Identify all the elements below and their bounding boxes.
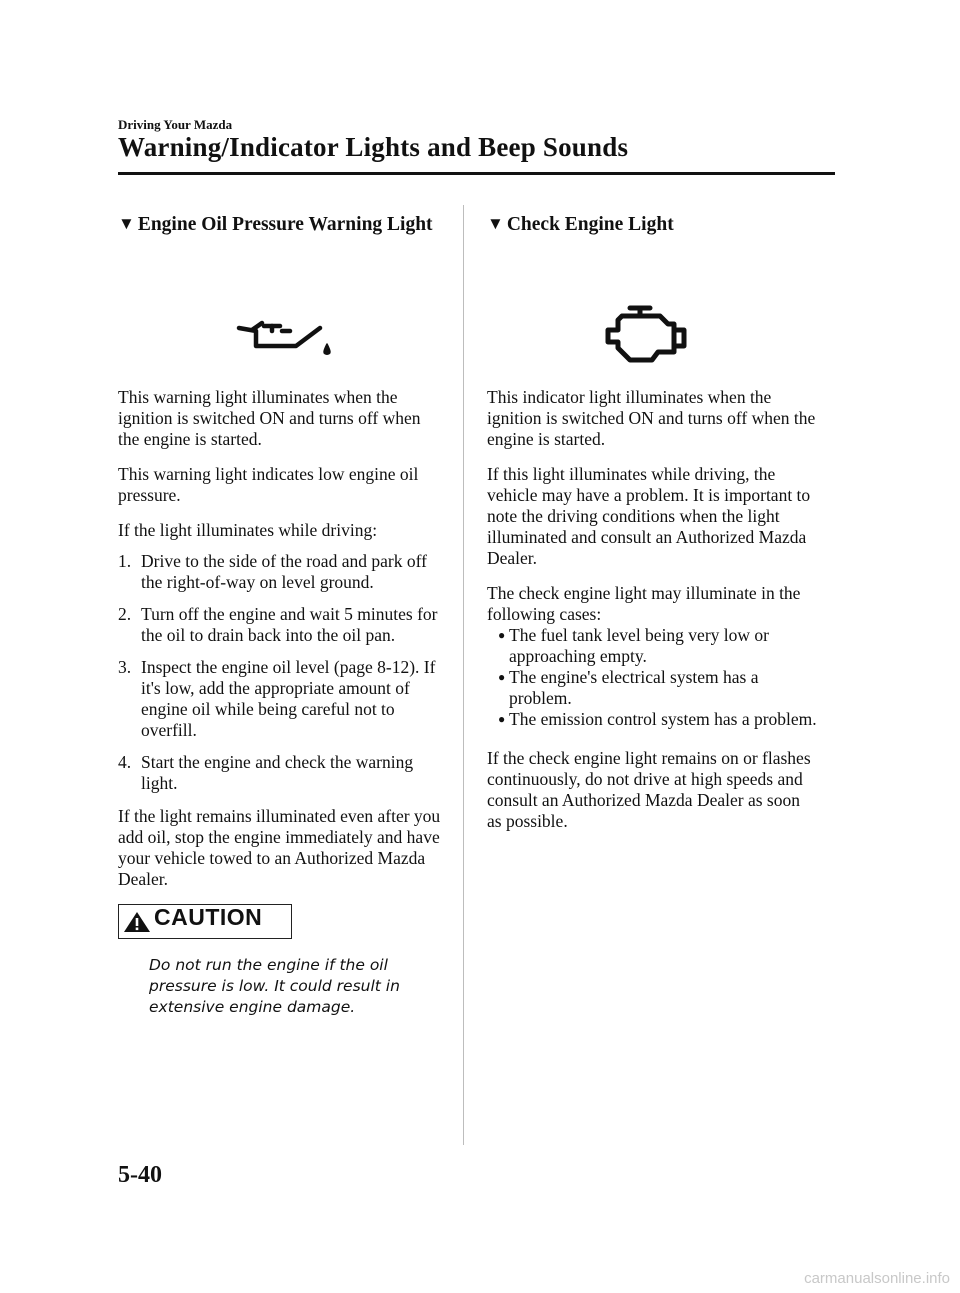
paragraph: The check engine light may illuminate in the following cases: (487, 583, 801, 624)
list-item: 4. Start the engine and check the warning light. (118, 752, 414, 793)
paragraph: If the check engine light remains on or flashes continuously, do not drive at high speeds and consult an Authorized Mazda Dealer as soon as possible. (487, 748, 811, 831)
page-title: Warning/Indicator Lights and Beep Sounds (118, 132, 629, 162)
check-engine-heading: ▼ Check Engine Light (487, 214, 674, 235)
list-item: 1. Drive to the side of the road and park off the right-of-way on level ground. (118, 551, 427, 592)
paragraph: This indicator light illuminates when the ignition is switched ON and turns off when the engine is started. (487, 387, 816, 449)
bullet-icon: ● (498, 670, 506, 684)
list-item: ● The emission control system has a problem. (498, 709, 817, 729)
oil-pressure-icon-area (118, 237, 443, 387)
section-marker-icon: ▼ (487, 214, 504, 233)
bullet-icon: ● (498, 712, 506, 726)
engine-icon (604, 304, 690, 366)
page-number: 5-40 (118, 1162, 162, 1188)
list-item: 2. Turn off the engine and wait 5 minutes for the oil to drain back into the oil pan. (118, 604, 438, 645)
list-item: 3. Inspect the engine oil level (page 8-12). If it's low, add the appropriate amount of engine oil while being careful not to overfill. (118, 657, 436, 740)
column-divider (463, 205, 464, 1145)
caution-label: CAUTION (154, 904, 263, 930)
oil-can-icon (236, 316, 332, 358)
warning-triangle-icon (123, 911, 151, 933)
paragraph: If the light illuminates while driving: (118, 520, 378, 540)
title-rule (118, 172, 835, 175)
bullet-icon: ● (498, 628, 506, 642)
list-item: ● The fuel tank level being very low or approaching empty. (498, 625, 769, 666)
caution-text: Do not run the engine if the oil pressure is low. It could result in extensive engine damage. (149, 956, 400, 1016)
paragraph: This warning light indicates low engine oil pressure. (118, 464, 419, 505)
paragraph: If the light remains illuminated even after you add oil, stop the engine immediately and have your vehicle towed to an Authorized Mazda Dealer. (118, 806, 441, 889)
caution-box (118, 904, 292, 939)
watermark: carmanualsonline.info (804, 1270, 950, 1287)
right-column (487, 213, 817, 846)
cases-list (487, 625, 817, 730)
paragraph: If this light illuminates while driving, the vehicle may have a problem. It is important to note the driving conditions when the light illuminated and consult an Authorized Mazda Dealer. (487, 464, 811, 568)
paragraph: This warning light illuminates when the ignition is switched ON and turns off when the engine is started. (118, 387, 421, 449)
left-column (118, 213, 443, 1018)
section-marker-icon: ▼ (118, 214, 135, 233)
check-engine-icon-area (487, 237, 817, 387)
list-item: ● The engine's electrical system has a problem. (498, 667, 759, 708)
steps-list (118, 551, 443, 794)
oil-pressure-heading: ▼ Engine Oil Pressure Warning Light (118, 214, 433, 235)
section-label: Driving Your Mazda (118, 117, 233, 132)
